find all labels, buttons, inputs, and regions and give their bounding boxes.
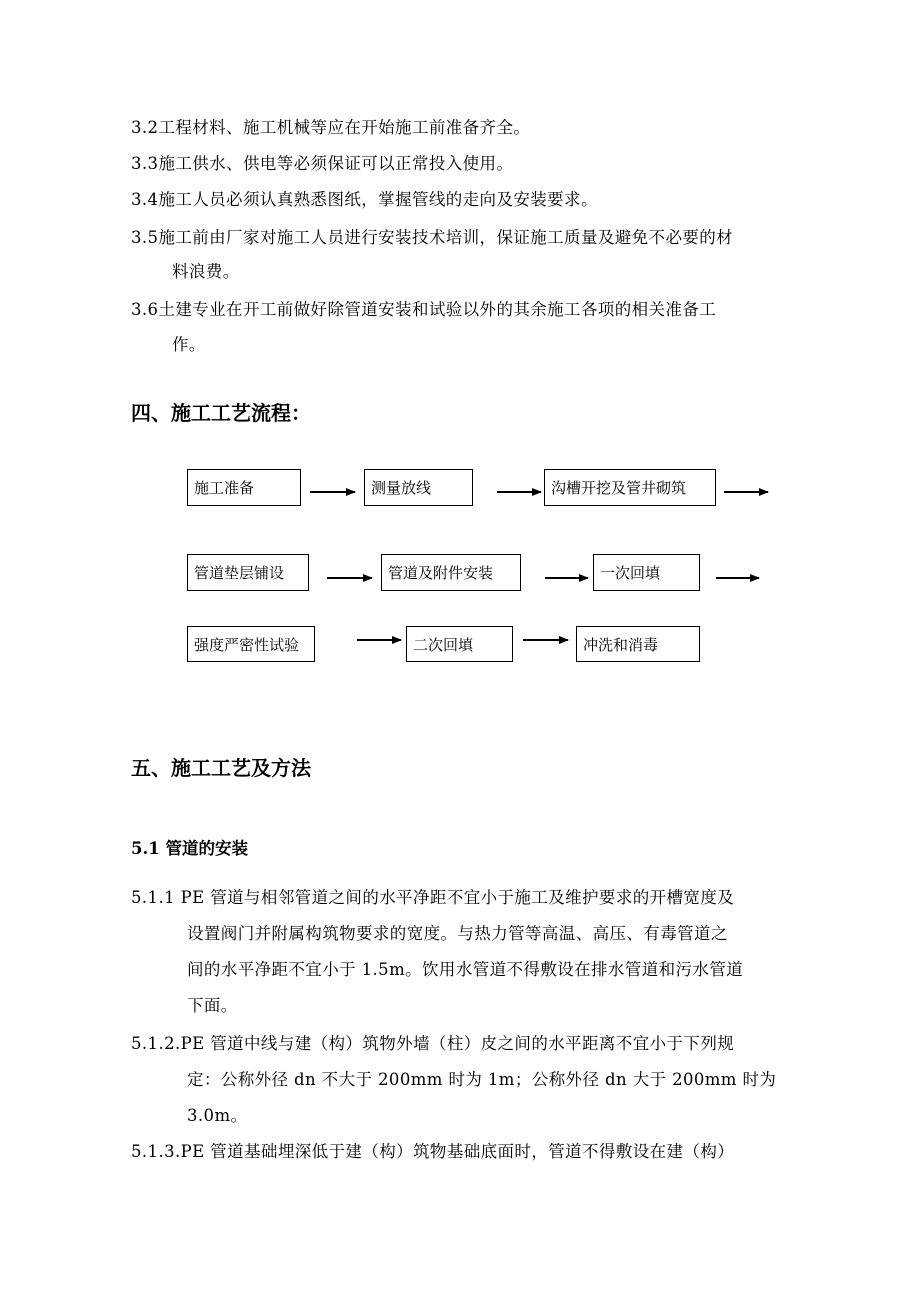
flow-step-4: 管道垫层铺设 — [187, 554, 309, 591]
item-text: 施工供水、供电等必须保证可以正常投入使用。 — [158, 154, 514, 173]
item-5-1-2 — [131, 1034, 734, 1054]
item-text: PE 管道中线与建（构）筑物外墙（柱）皮之间的水平距离不宜小于下列规 — [180, 1034, 735, 1053]
flow-step-3: 沟槽开挖及管井砌筑 — [544, 469, 716, 506]
section-5-1-heading: 5.1 管道的安装 — [131, 839, 248, 858]
item-number: 3.4 — [131, 190, 159, 209]
item-5-1-3 — [131, 1142, 734, 1162]
item-5-1-1-line-2: 设置阀门并附属构筑物要求的宽度。与热力管等高温、高压、有毒管道之 — [187, 924, 728, 943]
item-number: 3.2 — [131, 118, 159, 137]
flow-step-1: 施工准备 — [187, 469, 301, 506]
item-text: PE 管道基础埋深低于建（构）筑物基础底面时，管道不得敷设在建（构） — [180, 1142, 735, 1161]
item-3-6-continuation: 作。 — [172, 335, 206, 354]
item-5-1-1-line-4: 下面。 — [187, 996, 238, 1015]
item-text: 土建专业在开工前做好除管道安装和试验以外的其余施工各项的相关准备工 — [158, 300, 717, 319]
item-text: PE 管道与相邻管道之间的水平净距不宜小于施工及维护要求的开槽宽度及 — [180, 888, 735, 907]
item-number: 3.5 — [131, 228, 159, 247]
item-number: 3.6 — [131, 300, 159, 319]
item-text: 施工前由厂家对施工人员进行安装技术培训，保证施工质量及避免不必要的材 — [158, 228, 734, 247]
item-3-5-continuation: 料浪费。 — [172, 262, 240, 281]
item-5-1-2-line-2: 定：公称外径 dn 不大于 200mm 时为 1m；公称外径 dn 大于 200mm 时为 — [187, 1070, 777, 1089]
item-text: 工程材料、施工机械等应在开始施工前准备齐全。 — [158, 118, 531, 137]
item-number: 3.3 — [131, 154, 159, 173]
flow-step-7: 强度严密性试验 — [187, 626, 315, 662]
item-number: 5.1.3. — [131, 1142, 181, 1161]
flow-step-9: 冲洗和消毒 — [576, 626, 700, 662]
item-text: 施工人员必须认真熟悉图纸，掌握管线的走向及安装要求。 — [158, 190, 598, 209]
flow-step-8: 二次回填 — [406, 626, 513, 662]
item-number: 5.1.1 — [131, 888, 175, 907]
item-5-1-1-line-3: 间的水平净距不宜小于 1.5m。饮用水管道不得敷设在排水管道和污水管道 — [187, 960, 744, 979]
section-5-heading: 五、施工工艺及方法 — [131, 756, 311, 780]
item-5-1-2-line-3: 3.0m。 — [187, 1106, 248, 1125]
flow-step-2: 测量放线 — [364, 469, 473, 506]
flow-step-5: 管道及附件安装 — [381, 554, 521, 591]
item-number: 5.1.2. — [131, 1034, 181, 1053]
flow-step-6: 一次回填 — [593, 554, 700, 591]
section-4-heading: 四、施工工艺流程： — [131, 401, 311, 425]
item-5-1-1 — [131, 888, 734, 908]
